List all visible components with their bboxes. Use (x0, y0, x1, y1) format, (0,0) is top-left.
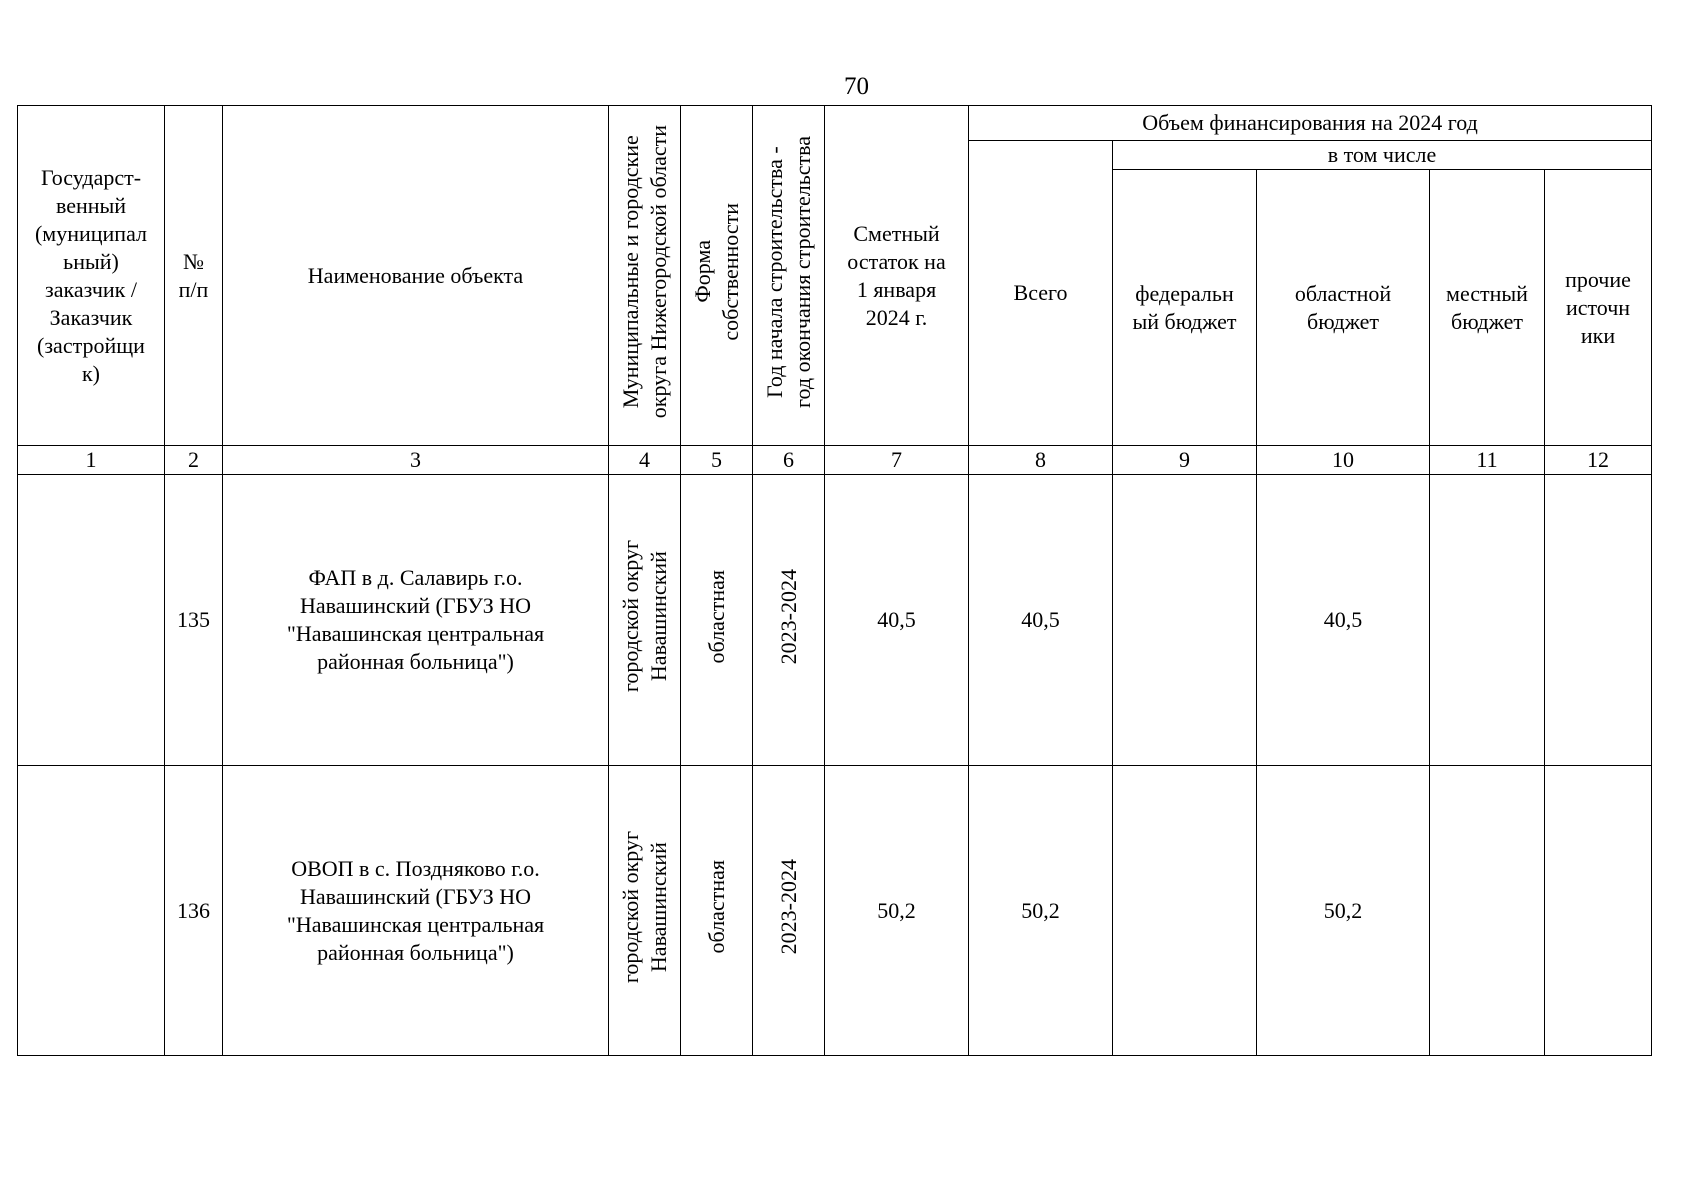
remainder-cell: 40,5 (825, 475, 969, 766)
federal-cell (1113, 475, 1257, 766)
header-regional: областной бюджет (1257, 170, 1430, 446)
total-cell: 50,2 (969, 766, 1113, 1056)
header-row-1 (18, 106, 1652, 141)
years-cell: 2023-2024 (753, 475, 825, 766)
page-number: 70 (844, 73, 869, 100)
header-financing: Объем финансирования на 2024 год (969, 106, 1652, 141)
column-number-row (18, 446, 1652, 475)
object-name-cell: ОВОП в с. Поздняково г.о. Навашинский (ГБУЗ НО "Навашинская центральная районная больница") (223, 766, 609, 1056)
table-row (18, 475, 1652, 766)
customer-cell (18, 475, 165, 766)
years-cell: 2023-2024 (753, 766, 825, 1056)
federal-cell (1113, 766, 1257, 1056)
district-cell: городской округ Навашинский (609, 475, 681, 766)
column-number: 5 (681, 446, 753, 475)
column-number: 1 (18, 446, 165, 475)
row-number-cell: 135 (165, 475, 223, 766)
remainder-cell: 50,2 (825, 766, 969, 1056)
header-estimate-remainder: Сметный остаток на 1 января 2024 г. (825, 106, 969, 446)
column-number: 10 (1257, 446, 1430, 475)
header-federal: федеральн ый бюджет (1113, 170, 1257, 446)
header-number: № п/п (165, 106, 223, 446)
column-number: 11 (1430, 446, 1545, 475)
financing-table (17, 105, 1652, 1056)
header-other: прочие источн ики (1545, 170, 1652, 446)
header-including: в том числе (1113, 141, 1652, 170)
local-cell (1430, 475, 1545, 766)
header-customer: Государст- венный (муниципал ьный) заказчик / Заказчик (застройщи к) (18, 106, 165, 446)
local-cell (1430, 766, 1545, 1056)
column-number: 9 (1113, 446, 1257, 475)
header-years: Год начала строительства - год окончания строительства (753, 106, 825, 446)
column-number: 12 (1545, 446, 1652, 475)
header-ownership: Форма собственности (681, 106, 753, 446)
column-number: 4 (609, 446, 681, 475)
ownership-cell: областная (681, 475, 753, 766)
ownership-cell: областная (681, 766, 753, 1056)
column-number: 6 (753, 446, 825, 475)
header-district: Муниципальные и городские округа Нижегородской области (609, 106, 681, 446)
header-object-name: Наименование объекта (223, 106, 609, 446)
total-cell: 40,5 (969, 475, 1113, 766)
column-number: 3 (223, 446, 609, 475)
row-number-cell: 136 (165, 766, 223, 1056)
district-cell: городской округ Навашинский (609, 766, 681, 1056)
other-cell (1545, 475, 1652, 766)
column-number: 8 (969, 446, 1113, 475)
table-row (18, 766, 1652, 1056)
regional-cell: 40,5 (1257, 475, 1430, 766)
column-number: 7 (825, 446, 969, 475)
header-total: Всего (969, 141, 1113, 446)
customer-cell (18, 766, 165, 1056)
other-cell (1545, 766, 1652, 1056)
header-local: местный бюджет (1430, 170, 1545, 446)
column-number: 2 (165, 446, 223, 475)
regional-cell: 50,2 (1257, 766, 1430, 1056)
object-name-cell: ФАП в д. Салавирь г.о. Навашинский (ГБУЗ НО "Навашинская центральная районная больница") (223, 475, 609, 766)
